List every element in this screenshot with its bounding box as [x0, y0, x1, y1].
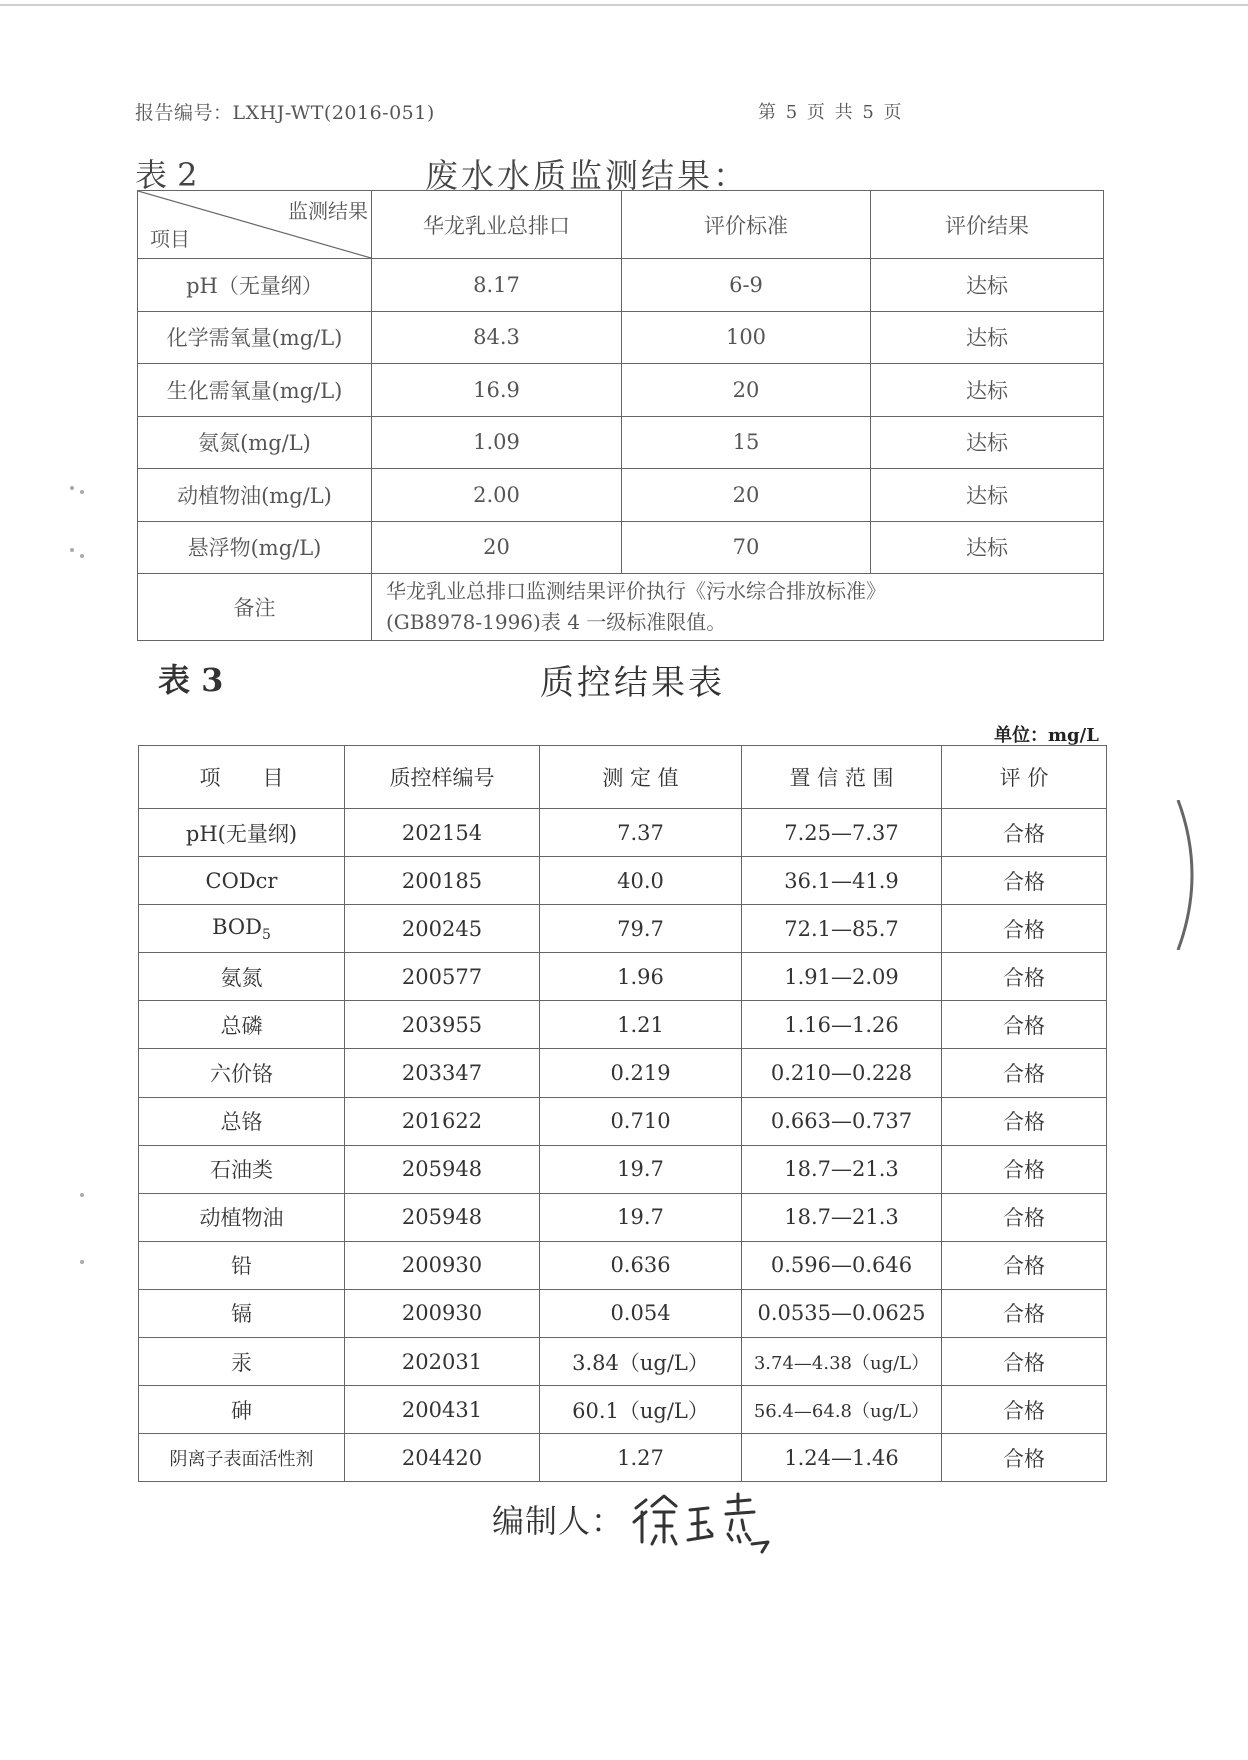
standard-cell: 20	[622, 469, 871, 522]
item-cell: 悬浮物(mg/L)	[138, 521, 372, 574]
range-cell: 0.0535—0.0625	[742, 1289, 942, 1337]
corner-top-label: 监测结果	[288, 199, 368, 223]
measured-cell: 0.636	[540, 1241, 742, 1289]
table-row	[139, 1386, 1107, 1434]
table2-header-row	[138, 191, 1104, 259]
sample-id-cell: 200930	[345, 1241, 540, 1289]
item-cell: 生化需氧量(mg/L)	[138, 364, 372, 417]
item-cell: 砷	[139, 1386, 345, 1434]
table-row	[139, 1289, 1107, 1337]
table2-col-header: 华龙乳业总排口	[372, 191, 622, 259]
range-cell: 3.74—4.38（ug/L）	[742, 1338, 942, 1386]
table3-title: 质控结果表	[540, 663, 725, 703]
table2-col-header: 评价标准	[622, 191, 871, 259]
eval-cell: 合格	[942, 1289, 1107, 1337]
measured-cell: 1.27	[540, 1434, 742, 1482]
item-cell: 动植物油(mg/L)	[138, 469, 372, 522]
item-cell: 石油类	[139, 1145, 345, 1193]
measured-cell: 7.37	[540, 809, 742, 857]
value-cell: 1.09	[372, 416, 622, 469]
measured-cell: 0.054	[540, 1289, 742, 1337]
scan-edge-mark	[1170, 800, 1220, 950]
wastewater-results-table	[137, 190, 1104, 641]
table-row	[139, 1097, 1107, 1145]
table-row	[139, 857, 1107, 905]
table2-col-header: 评价结果	[871, 191, 1104, 259]
item-cell: 汞	[139, 1338, 345, 1386]
item-cell: 总铬	[139, 1097, 345, 1145]
sample-id-cell: 205948	[345, 1193, 540, 1241]
table-row	[139, 809, 1107, 857]
scan-speck	[80, 1260, 84, 1264]
sample-id-cell: 200245	[345, 905, 540, 953]
eval-cell: 合格	[942, 953, 1107, 1001]
eval-cell: 合格	[942, 857, 1107, 905]
standard-cell: 70	[622, 521, 871, 574]
measured-cell: 79.7	[540, 905, 742, 953]
table-row	[139, 1049, 1107, 1097]
eval-cell: 合格	[942, 809, 1107, 857]
range-cell: 1.91—2.09	[742, 953, 942, 1001]
scan-speck	[70, 486, 74, 490]
corner-bottom-label: 项目	[150, 227, 190, 251]
scan-speck	[80, 490, 84, 494]
sample-id-cell: 202154	[345, 809, 540, 857]
result-cell: 达标	[871, 364, 1104, 417]
range-cell: 7.25—7.37	[742, 809, 942, 857]
item-cell: 总磷	[139, 1001, 345, 1049]
item-cell: 氨氮	[139, 953, 345, 1001]
measured-cell: 1.96	[540, 953, 742, 1001]
table-row	[139, 1338, 1107, 1386]
range-cell: 72.1—85.7	[742, 905, 942, 953]
standard-cell: 20	[622, 364, 871, 417]
range-cell: 36.1—41.9	[742, 857, 942, 905]
item-cell: pH(无量纲)	[139, 809, 345, 857]
table2-title: 废水水质监测结果：	[425, 156, 749, 195]
scan-speck	[80, 554, 84, 558]
item-cell: pH（无量纲）	[138, 259, 372, 312]
eval-cell: 合格	[942, 1338, 1107, 1386]
table3-col-header: 项 目	[139, 746, 345, 809]
table2-label: 表 2	[135, 156, 198, 194]
table-row	[139, 953, 1107, 1001]
sample-id-cell: 202031	[345, 1338, 540, 1386]
result-cell: 达标	[871, 416, 1104, 469]
item-name: BOD	[212, 914, 262, 939]
report-number: 报告编号：LXHJ-WT(2016-051)	[135, 102, 435, 124]
scan-speck	[70, 548, 74, 552]
sample-id-cell: 200577	[345, 953, 540, 1001]
eval-cell: 合格	[942, 1193, 1107, 1241]
result-cell: 达标	[871, 259, 1104, 312]
binding-arc	[1170, 800, 1220, 950]
sample-id-cell: 203347	[345, 1049, 540, 1097]
page-indicator: 第 5 页 共 5 页	[758, 102, 904, 123]
table-row	[138, 259, 1104, 312]
measured-cell: 19.7	[540, 1145, 742, 1193]
table-row	[139, 1193, 1107, 1241]
table-row	[139, 1434, 1107, 1482]
item-cell: 六价铬	[139, 1049, 345, 1097]
table3-col-header: 测 定 值	[540, 746, 742, 809]
value-cell: 8.17	[372, 259, 622, 312]
quality-control-table	[138, 745, 1107, 1482]
sample-id-cell: 204420	[345, 1434, 540, 1482]
item-cell: 镉	[139, 1289, 345, 1337]
measured-cell: 1.21	[540, 1001, 742, 1049]
handwritten-signature	[628, 1486, 778, 1556]
range-cell: 1.16—1.26	[742, 1001, 942, 1049]
result-cell: 达标	[871, 469, 1104, 522]
item-cell: 氨氮(mg/L)	[138, 416, 372, 469]
item-cell	[139, 905, 345, 953]
sample-id-cell: 205948	[345, 1145, 540, 1193]
value-cell: 16.9	[372, 364, 622, 417]
standard-cell: 100	[622, 311, 871, 364]
item-subscript: 5	[261, 926, 271, 943]
eval-cell: 合格	[942, 1386, 1107, 1434]
table3-label: 表 3	[158, 661, 224, 699]
range-cell: 0.210—0.228	[742, 1049, 942, 1097]
item-cell: 阴离子表面活性剂	[139, 1434, 345, 1482]
range-cell: 18.7—21.3	[742, 1145, 942, 1193]
sample-id-cell: 203955	[345, 1001, 540, 1049]
table-row	[138, 416, 1104, 469]
table-row	[139, 1241, 1107, 1289]
table-row	[138, 364, 1104, 417]
eval-cell: 合格	[942, 1049, 1107, 1097]
item-cell: 化学需氧量(mg/L)	[138, 311, 372, 364]
scan-speck	[80, 1193, 84, 1197]
table3-header-row	[139, 746, 1107, 809]
range-cell: 1.24—1.46	[742, 1434, 942, 1482]
eval-cell: 合格	[942, 1097, 1107, 1145]
table3-col-header: 评 价	[942, 746, 1107, 809]
result-cell: 达标	[871, 311, 1104, 364]
page-top-edge	[0, 4, 1248, 6]
table2-note-row	[138, 574, 1104, 641]
table-row	[139, 1145, 1107, 1193]
note-line: 华龙乳业总排口监测结果评价执行《污水综合排放标准》	[386, 579, 886, 603]
measured-cell: 60.1（ug/L）	[540, 1386, 742, 1434]
table2-corner-cell	[138, 191, 372, 259]
table3-col-header: 质控样编号	[345, 746, 540, 809]
table-row	[138, 521, 1104, 574]
value-cell: 2.00	[372, 469, 622, 522]
author-label: 编制人：	[492, 1502, 625, 1540]
note-line: (GB8978-1996)表 4 一级标准限值。	[386, 610, 727, 634]
standard-cell: 6-9	[622, 259, 871, 312]
table-row	[138, 311, 1104, 364]
item-cell: 铅	[139, 1241, 345, 1289]
value-cell: 20	[372, 521, 622, 574]
measured-cell: 19.7	[540, 1193, 742, 1241]
item-cell: 动植物油	[139, 1193, 345, 1241]
range-cell: 0.596—0.646	[742, 1241, 942, 1289]
table-row	[139, 905, 1107, 953]
note-label: 备注	[138, 574, 372, 641]
sample-id-cell: 200431	[345, 1386, 540, 1434]
item-cell: CODcr	[139, 857, 345, 905]
sample-id-cell: 200185	[345, 857, 540, 905]
eval-cell: 合格	[942, 905, 1107, 953]
eval-cell: 合格	[942, 1001, 1107, 1049]
sample-id-cell: 201622	[345, 1097, 540, 1145]
measured-cell: 0.219	[540, 1049, 742, 1097]
note-text	[372, 574, 1104, 641]
range-cell: 56.4—64.8（ug/L）	[742, 1386, 942, 1434]
table3-col-header: 置 信 范 围	[742, 746, 942, 809]
range-cell: 18.7—21.3	[742, 1193, 942, 1241]
result-cell: 达标	[871, 521, 1104, 574]
unit-label: 单位：mg/L	[994, 725, 1099, 746]
table-row	[139, 1001, 1107, 1049]
sample-id-cell: 200930	[345, 1289, 540, 1337]
measured-cell: 3.84（ug/L）	[540, 1338, 742, 1386]
range-cell: 0.663—0.737	[742, 1097, 942, 1145]
eval-cell: 合格	[942, 1145, 1107, 1193]
eval-cell: 合格	[942, 1241, 1107, 1289]
measured-cell: 40.0	[540, 857, 742, 905]
standard-cell: 15	[622, 416, 871, 469]
eval-cell: 合格	[942, 1434, 1107, 1482]
value-cell: 84.3	[372, 311, 622, 364]
table-row	[138, 469, 1104, 522]
measured-cell: 0.710	[540, 1097, 742, 1145]
